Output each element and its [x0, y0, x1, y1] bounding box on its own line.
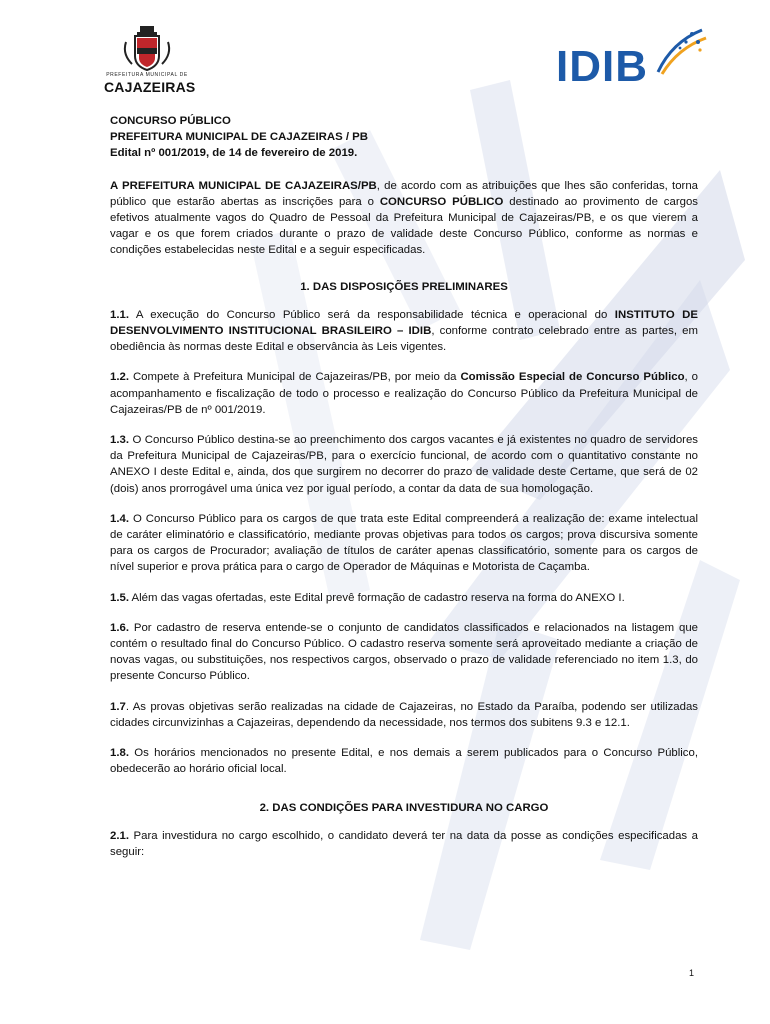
edital-content	[110, 113, 698, 874]
title-line-3: Edital nº 001/2019, de 14 de fevereiro de 2019.	[110, 147, 358, 160]
paragraph-1-7	[110, 699, 698, 731]
paragraph-1-4	[110, 511, 698, 576]
item-number: 1.8.	[110, 747, 129, 760]
paragraph-text: O Concurso Público destina-se ao preenchimento dos cargos vacantes e já existentes no quadro de servidores da Prefeitura Municipal de Cajazeiras/PB, para o exercício funcional, de acordo com o quantitativo constante no ANEXO I deste Edital e, ainda, dos que surgirem no decorrer do prazo de validade deste Certame, que será de 02 (dois) anos prorrogável uma única vez por igual período, a contar da data de sua homologação.	[110, 434, 698, 495]
intro-bold-mid: CONCURSO PÚBLICO	[379, 195, 504, 208]
paragraph-text: Os horários mencionados no presente Edital, e nos demais a serem publicados para o Concurso Público, obedecerão ao horário oficial local.	[110, 747, 698, 776]
item-number: 1.7	[110, 700, 126, 713]
cajazeiras-crest-icon	[104, 24, 190, 72]
idib-logo	[556, 24, 706, 94]
paragraph-text: , o acompanhamento e fiscalização de todo o processo e realização do Concurso Público da Prefeitura Municipal de Cajazeiras/PB de nº 001/2019.	[110, 371, 698, 416]
paragraph-text: Compete à Prefeitura Municipal de Cajazeiras/PB, por meio da	[129, 371, 461, 384]
title-line-1: CONCURSO PÚBLICO	[110, 115, 231, 127]
paragraph-bold: Comissão Especial de Concurso Público	[460, 371, 685, 384]
paragraph-text: . As provas objetivas serão realizadas na cidade de Cajazeiras, no Estado da Paraíba, podendo ser utilizadas cidades circunvizinhas a Cajazeiras, dependendo da necessidade, nos termos dos subitens 9.3 e 12.1.	[110, 700, 698, 729]
intro-paragraph	[110, 178, 698, 259]
paragraph-text: Por cadastro de reserva entende-se o conjunto de candidatos classificados e relacionados na listagem que contém o resultado final do Concurso Público. O cadastro reserva somente será aproveitado mediante a criação de novas vagas, ou substituições, nos respectivos cargos, observado o prazo de validade referenciado no item 1.3, do presente Concurso Público.	[110, 621, 698, 683]
paragraph-1-8	[110, 745, 698, 777]
paragraph-1-3	[110, 432, 698, 497]
paragraph-text: Além das vagas ofertadas, este Edital prevê formação de cadastro reserva na forma do ANEXO I.	[129, 591, 625, 604]
page-number: 1	[688, 968, 694, 978]
paragraph-1-6	[110, 620, 698, 685]
paragraph-text: A execução do Concurso Público será da responsabilidade técnica e operacional do	[129, 308, 615, 321]
item-number: 1.5.	[110, 591, 129, 604]
paragraph-text: Para investidura no cargo escolhido, o candidato deverá ter na data da posse as condições especificadas a seguir:	[110, 829, 698, 858]
item-number: 1.3.	[110, 434, 129, 447]
item-number: 1.1.	[110, 308, 129, 321]
intro-text-b: destinado ao provimento de cargos efetivos atualmente vagos do Quadro de Pessoal da Prefeitura Municipal de Cajazeiras/PB, e os que vierem a vagar e os que forem criados durante o prazo de validade deste Concurso Público, conforme as normas e condições estabelecidas neste Edital e a seguir especificadas.	[110, 195, 698, 257]
section-1-heading: 1. DAS DISPOSIÇÕES PRELIMINARES	[300, 280, 508, 293]
cajazeiras-logo	[104, 24, 196, 95]
cajazeiras-logo-caption-small: PREFEITURA MUNICIPAL DE	[106, 72, 188, 78]
item-number: 1.2.	[110, 371, 129, 384]
cajazeiras-logo-caption: CAJAZEIRAS	[104, 79, 196, 95]
idib-logo-text: IDIB	[556, 42, 648, 91]
section-2-heading: 2. DAS CONDIÇÕES PARA INVESTIDURA NO CARGO	[259, 801, 549, 814]
intro-text-a: , de acordo com as atribuições que lhes são conferidas, torna público que estarão abertas as inscrições para o	[110, 179, 699, 208]
paragraph-text: , conforme contrato celebrado entre as partes, em obediência às normas deste Edital e observância às Leis vigentes.	[110, 325, 698, 354]
paragraph-1-5	[110, 590, 698, 606]
item-number: 1.4.	[110, 512, 129, 525]
title-line-2: PREFEITURA MUNICIPAL DE CAJAZEIRAS / PB	[110, 131, 368, 144]
paragraph-1-2	[110, 369, 698, 418]
paragraph-2-1	[110, 828, 698, 860]
idib-swoosh-icon	[652, 24, 708, 80]
paragraph-1-1	[110, 307, 698, 356]
item-number: 2.1.	[110, 829, 129, 842]
intro-bold-start: A PREFEITURA MUNICIPAL DE CAJAZEIRAS/PB	[110, 179, 377, 192]
document-title	[110, 113, 698, 162]
paragraph-bold: INSTITUTO DE DESENVOLVIMENTO INSTITUCIONAL BRASILEIRO – IDIB	[110, 308, 698, 338]
paragraph-text: O Concurso Público para os cargos de que trata este Edital compreenderá a realização de: exame intelectual de caráter eliminatório e classificatório, mediante provas objetivas para todos os cargos; prova discursiva somente para os cargos de Procurador; avaliação de títulos de caráter apenas classificatório, somente para os cargos de nível superior e prova prática para o cargo de Operador de Máquinas e Motorista de Caçamba.	[110, 512, 698, 574]
item-number: 1.6.	[110, 621, 129, 634]
